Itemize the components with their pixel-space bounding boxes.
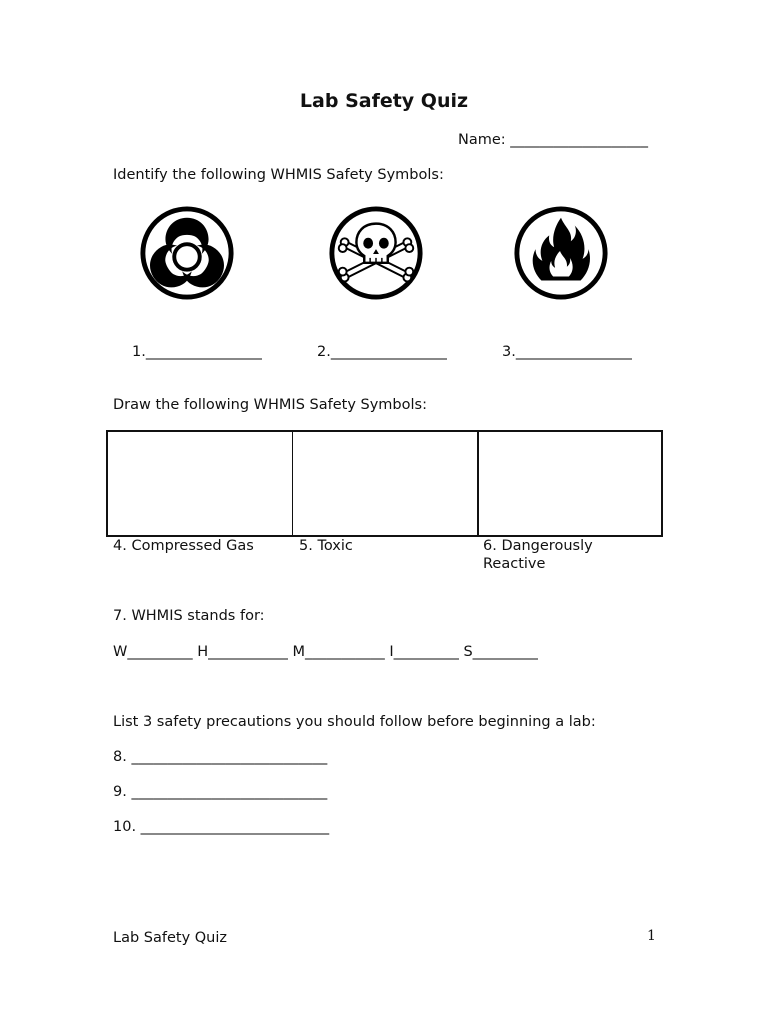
draw-box-dangerously-reactive (477, 432, 664, 535)
skull-crossbones-icon (327, 204, 425, 302)
answer-9: 9. ___________________________ (113, 784, 328, 800)
footer-title: Lab Safety Quiz (113, 930, 228, 946)
draw-symbols-table (106, 430, 663, 537)
section-identify-heading: Identify the following WHMIS Safety Symbols: (113, 167, 444, 183)
whmis-acronym-blanks: W_________ H___________ M___________ I_________ S_________ (113, 644, 538, 660)
identify-blank-3: 3.________________ (502, 344, 632, 360)
question-7: 7. WHMIS stands for: (113, 608, 265, 624)
answer-8: 8. ___________________________ (113, 749, 328, 765)
name-field-line: Name: ___________________ (458, 132, 649, 148)
biohazard-icon (138, 204, 236, 302)
draw-box-compressed-gas (108, 432, 292, 535)
flame-icon (512, 204, 610, 302)
section-draw-heading: Draw the following WHMIS Safety Symbols: (113, 397, 427, 413)
draw-caption-4: 4. Compressed Gas (113, 538, 254, 554)
identify-blank-2: 2.________________ (317, 344, 447, 360)
answer-10: 10. __________________________ (113, 819, 330, 835)
page-number: 1 (647, 928, 656, 944)
draw-caption-5: 5. Toxic (299, 538, 353, 554)
identify-blank-1: 1.________________ (132, 344, 262, 360)
draw-caption-6: 6. Dangerously Reactive (483, 538, 593, 572)
draw-box-toxic (292, 432, 477, 535)
page-title: Lab Safety Quiz (299, 90, 469, 112)
section-precautions-heading: List 3 safety precautions you should follow before beginning a lab: (113, 714, 596, 730)
